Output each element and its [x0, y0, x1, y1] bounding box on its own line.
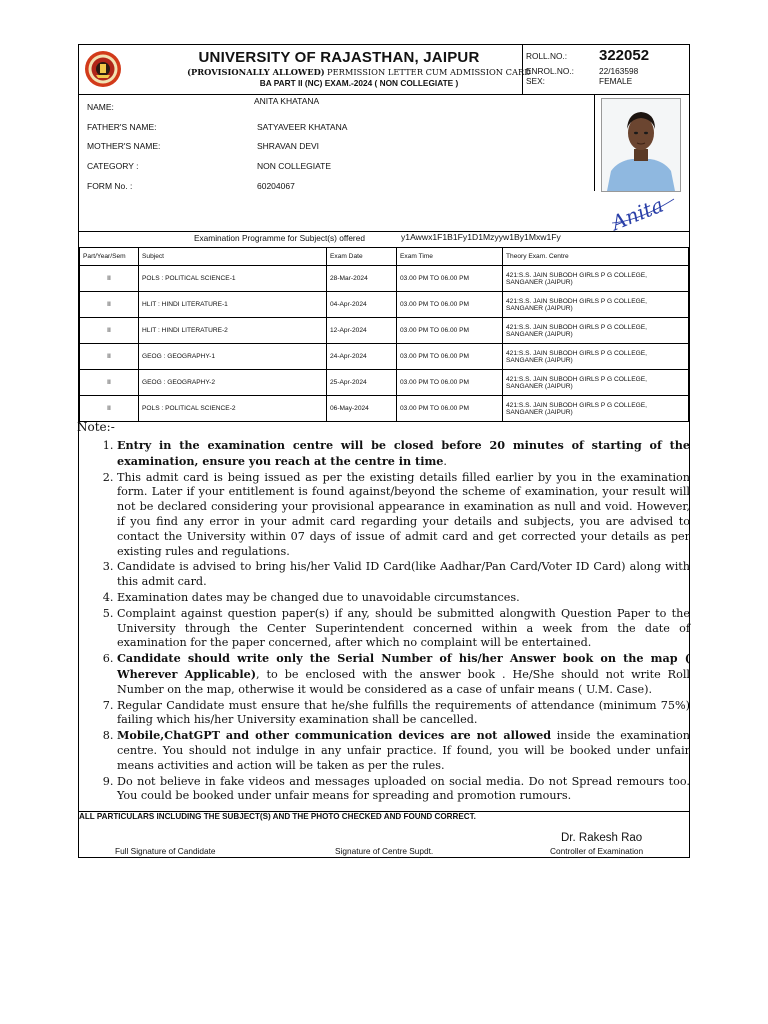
table-row [80, 370, 689, 396]
cell-centre [503, 292, 689, 318]
col-centre: Theory Exam. Centre [503, 248, 689, 266]
university-title: UNIVERSITY OF RAJASTHAN, JAIPUR [198, 49, 480, 66]
candidate-signature [594, 191, 687, 231]
note-item [117, 470, 692, 560]
category-label: CATEGORY : [87, 161, 139, 171]
roll-value: 322052 [599, 47, 650, 64]
enrol-value: 22/163598 [599, 66, 639, 76]
note-item [117, 698, 692, 729]
name-label: NAME: [87, 102, 114, 112]
father-label: FATHER'S NAME: [87, 122, 157, 132]
name-value: ANITA KHATANA [254, 96, 320, 106]
note-text: This admit card is being issued as per the existing details filled earlier by you in the examination form. Later if your entitlement is found against/beyond the scheme of examination, your result will not be declared considering your provisional appearance in examination as null and void. However, if you find any error in your admit card regarding your details and subjects, you are advised to contact the University within 07 days of issue of admit card and get corrected your details as per existing rules and regulations. [117, 470, 690, 558]
enrol-label: ENROL.NO.: [526, 66, 574, 76]
cell-time: 03.00 PM TO 06.00 PM [397, 266, 503, 292]
centre-line-2: SANGANER (JAIPUR) [506, 330, 573, 338]
cell-centre [503, 318, 689, 344]
note-item [117, 774, 692, 805]
mother-value: SHRAVAN DEVI [257, 141, 320, 151]
cell-date: 06-May-2024 [327, 396, 397, 422]
form-label: FORM No. : [87, 181, 133, 191]
cell-subject: POLS : POLITICAL SCIENCE-2 [139, 396, 327, 422]
cell-time: 03.00 PM TO 06.00 PM [397, 344, 503, 370]
notes-section [77, 420, 692, 804]
cell-subject: GEOG : GEOGRAPHY-2 [139, 370, 327, 396]
cell-centre [503, 266, 689, 292]
note-item [117, 559, 692, 590]
permission-rest: PERMISSION LETTER CUM ADMISSION CARD [327, 67, 531, 77]
col-subject: Subject [139, 248, 327, 266]
cell-part: II [80, 318, 139, 344]
candidate-signature-label: Full Signature of Candidate [115, 846, 216, 856]
note-item [117, 728, 692, 773]
notes-heading: Note:- [77, 420, 115, 434]
cell-date: 25-Apr-2024 [327, 370, 397, 396]
cell-time: 03.00 PM TO 06.00 PM [397, 370, 503, 396]
centre-line-2: SANGANER (JAIPUR) [506, 356, 573, 364]
programme-title: Examination Programme for Subject(s) offered [194, 233, 365, 243]
table-row [80, 396, 689, 422]
centre-signature-label: Signature of Centre Supdt. [335, 846, 434, 856]
mother-label: MOTHER'S NAME: [87, 141, 161, 151]
centre-line-1: 421:S.S. JAIN SUBODH GIRLS P G COLLEGE, [506, 323, 647, 331]
note-text: Candidate is advised to bring his/her Valid ID Card(like Aadhar/Pan Card/Voter ID Card) along with this admit card. [117, 560, 690, 589]
centre-line-1: 421:S.S. JAIN SUBODH GIRLS P G COLLEGE, [506, 271, 647, 279]
cell-time: 03.00 PM TO 06.00 PM [397, 292, 503, 318]
cell-centre [503, 370, 689, 396]
centre-line-1: 421:S.S. JAIN SUBODH GIRLS P G COLLEGE, [506, 375, 647, 383]
note-text: , to be enclosed with the answer book . He/She should not write Roll Number on the map, otherwise it would be considered as a case of unfair means ( U.M. Case). [117, 667, 690, 696]
table-row [80, 292, 689, 318]
centre-line-1: 421:S.S. JAIN SUBODH GIRLS P G COLLEGE, [506, 297, 647, 305]
header-divider [79, 94, 689, 95]
note-text: inside the examination centre. You should not indulge in any unfair practice. If found, you will be booked under unfair means activities and action will be taken as per the rules. [117, 729, 690, 772]
note-item [117, 590, 692, 606]
centre-line-1: 421:S.S. JAIN SUBODH GIRLS P G COLLEGE, [506, 401, 647, 409]
cell-part: II [80, 344, 139, 370]
candidate-photo [601, 98, 681, 192]
cell-subject: HLIT : HINDI LITERATURE-1 [139, 292, 327, 318]
controller-name: Dr. Rakesh Rao [561, 832, 643, 844]
col-date: Exam Date [327, 248, 397, 266]
roll-divider [522, 45, 523, 94]
programme-code: y1Awwx1F1B1Fy1D1Mzyyw1By1Mxw1Fy [401, 232, 561, 242]
note-item [117, 606, 692, 651]
table-row [80, 266, 689, 292]
note-text: Examination dates may be changed due to unavoidable circumstances. [117, 590, 520, 604]
cell-date: 04-Apr-2024 [327, 292, 397, 318]
father-value: SATYAVEER KHATANA [257, 122, 348, 132]
form-value: 60204067 [257, 181, 295, 191]
col-time: Exam Time [397, 248, 503, 266]
sex-label: SEX: [526, 76, 545, 86]
controller-title: Controller of Examination [550, 846, 644, 856]
cell-subject: POLS : POLITICAL SCIENCE-1 [139, 266, 327, 292]
signature-text: Anita [608, 192, 667, 231]
cell-part: II [80, 292, 139, 318]
declaration-text: ALL PARTICULARS INCLUDING THE SUBJECT(S) AND THE PHOTO CHECKED AND FOUND CORRECT. [79, 812, 476, 821]
cell-date: 28-Mar-2024 [327, 266, 397, 292]
cell-centre [503, 344, 689, 370]
cell-part: II [80, 396, 139, 422]
note-bold: Mobile,ChatGPT and other communication devices are not allowed [117, 728, 552, 743]
exam-title: BA PART II (NC) EXAM.-2024 ( NON COLLEGIATE ) [259, 78, 459, 88]
cell-date: 24-Apr-2024 [327, 344, 397, 370]
note-text: Do not believe in fake videos and messages uploaded on social media. Do not Spread remours too. You could be booked under unfair means for spreading and promotion rumours. [117, 774, 690, 803]
centre-line-2: SANGANER (JAIPUR) [506, 382, 573, 390]
cell-subject: GEOG : GEOGRAPHY-1 [139, 344, 327, 370]
centre-line-2: SANGANER (JAIPUR) [506, 304, 573, 312]
table-row [80, 318, 689, 344]
cell-date: 12-Apr-2024 [327, 318, 397, 344]
cell-part: II [80, 266, 139, 292]
table-header-row [80, 248, 689, 266]
centre-line-1: 421:S.S. JAIN SUBODH GIRLS P G COLLEGE, [506, 349, 647, 357]
note-item [117, 438, 692, 470]
note-text: Complaint against question paper(s) if any, should be submitted alongwith Question Paper to the University through the Center Superintendent concerned within a week from the date of examination for the paper concerned, after which no complaint will be entertained. [117, 606, 690, 650]
sex-value: FEMALE [599, 76, 633, 86]
centre-line-2: SANGANER (JAIPUR) [506, 408, 573, 416]
cell-centre [503, 396, 689, 422]
col-part: Part/Year/Sem [80, 248, 139, 266]
permission-prefix: (PROVISIONALLY ALLOWED) [187, 67, 325, 77]
table-row [80, 344, 689, 370]
details-divider [79, 231, 689, 232]
photo-divider [594, 94, 595, 191]
note-text: Regular Candidate must ensure that he/she fulfills the requirements of attendance (minimum 75%) failing which his/her University examination shall be cancelled. [117, 698, 690, 727]
exam-schedule-table [79, 247, 689, 422]
cell-time: 03.00 PM TO 06.00 PM [397, 396, 503, 422]
notes-list [80, 438, 692, 804]
roll-label: ROLL.NO.: [526, 51, 568, 61]
note-bold: Candidate should write only the Serial Number of his/her Answer book on the map ( Wherever Applicable) [117, 651, 690, 681]
note-text: . [443, 454, 447, 468]
category-value: NON COLLEGIATE [257, 161, 331, 171]
cell-part: II [80, 370, 139, 396]
cell-subject: HLIT : HINDI LITERATURE-2 [139, 318, 327, 344]
note-bold: Entry in the examination centre will be closed before 20 minutes of starting of the examination, ensure you reach at the centre in time [117, 438, 690, 468]
centre-line-2: SANGANER (JAIPUR) [506, 278, 573, 286]
cell-time: 03.00 PM TO 06.00 PM [397, 318, 503, 344]
note-item [117, 651, 692, 697]
